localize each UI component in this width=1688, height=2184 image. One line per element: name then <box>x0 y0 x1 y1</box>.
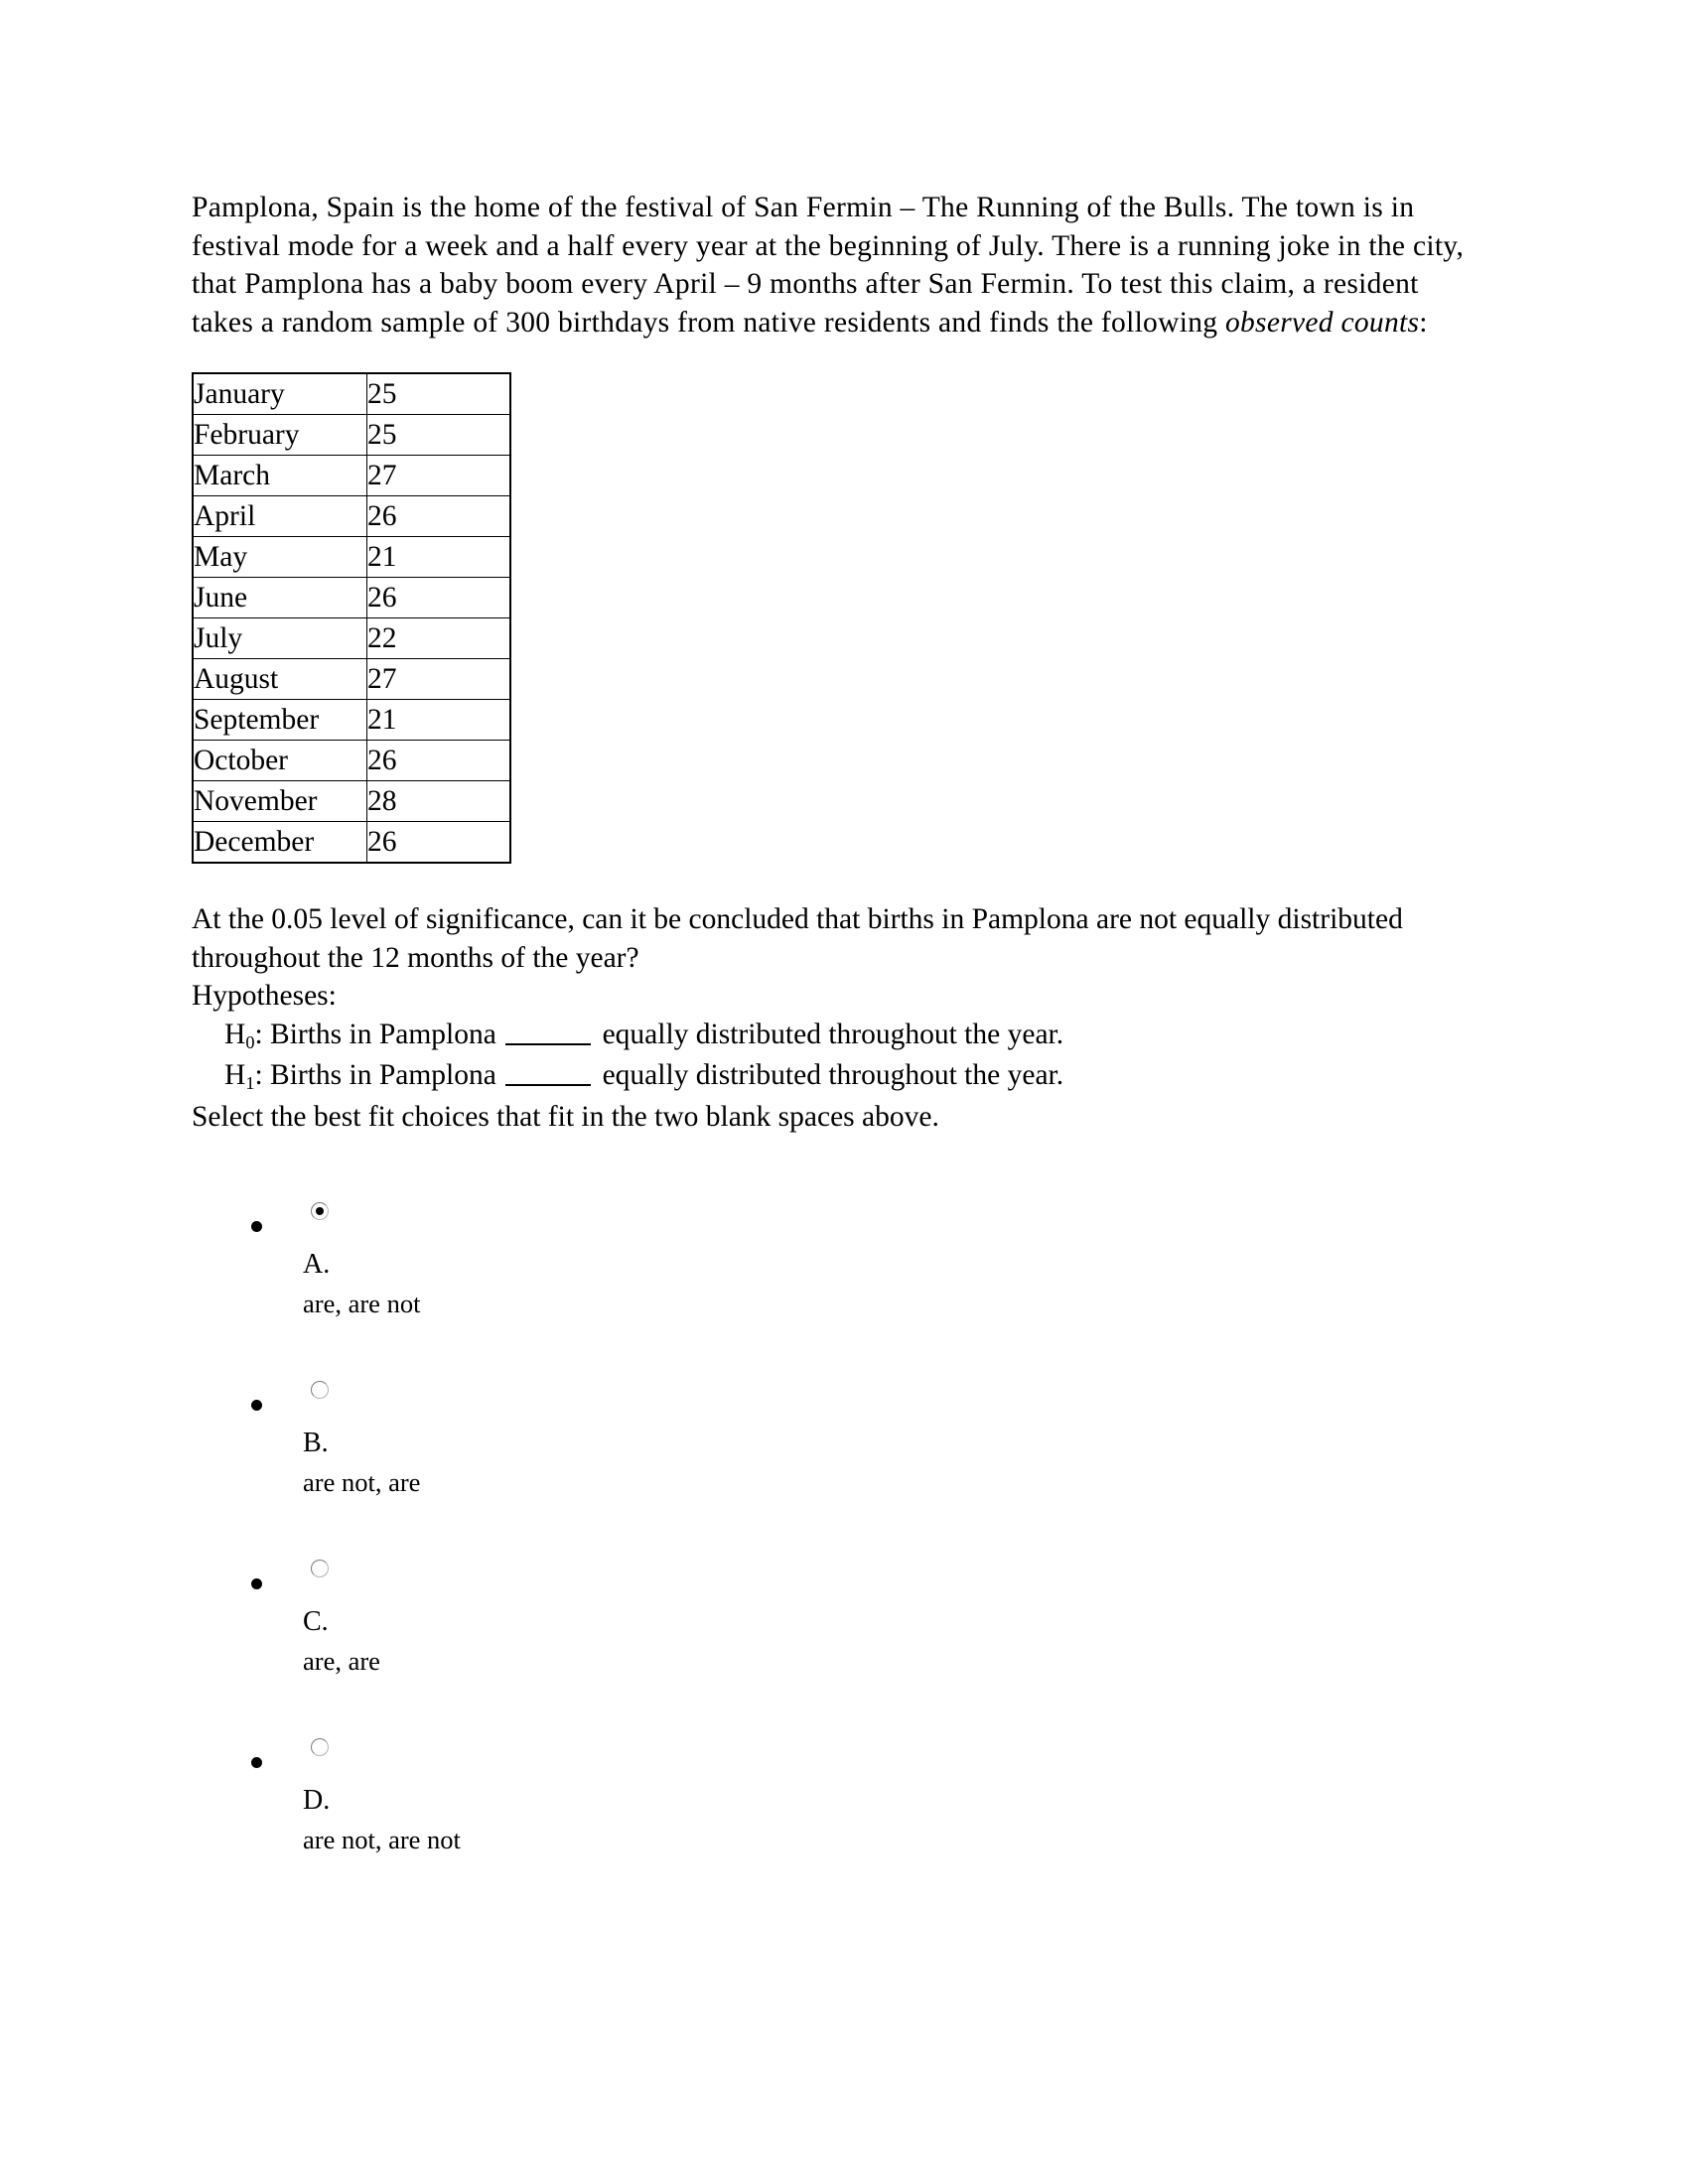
table-row <box>193 537 510 578</box>
answer-options-list <box>192 1161 1468 1876</box>
option-b-text: are not, are <box>303 1467 421 1497</box>
intro-paragraph <box>192 189 1468 341</box>
table-row <box>193 456 510 496</box>
table-row <box>193 822 510 864</box>
null-hypothesis-line <box>192 1016 1468 1057</box>
bullet-icon <box>251 1578 262 1589</box>
observed-counts-table <box>192 372 511 864</box>
section-spacer <box>192 864 1468 900</box>
intro-text-after-italic: : <box>1419 306 1428 339</box>
table-row <box>193 578 510 618</box>
h0-text-after-blank: equally distributed throughout the year. <box>595 1018 1064 1050</box>
option-d-text: are not, are not <box>303 1825 461 1854</box>
hypotheses-label: Hypotheses: <box>192 980 337 1012</box>
month-cell: October <box>193 741 367 781</box>
count-cell: 26 <box>367 741 511 781</box>
h1-text-after-blank: equally distributed throughout the year. <box>595 1059 1064 1091</box>
intro-text-before-italic: Pamplona, Spain is the home of the festival of San Fermin – The Running of the Bulls. The town is in festival mode for a week and a half every year at the beginning of July. There is a running joke in the city, that Pamplona has a baby boom every April – 9 months after San Fermin. To test this claim, a resident takes a random sample of 300 birthdays from native residents and finds the following <box>192 192 1465 339</box>
option-c-text: are, are <box>303 1646 380 1676</box>
observed-counts-table-wrapper <box>192 372 1468 864</box>
option-b-letter: B. <box>303 1428 329 1458</box>
selection-instruction: Select the best fit choices that fit in the two blank spaces above. <box>192 1100 939 1133</box>
h0-subscript: 0 <box>245 1031 255 1052</box>
option-a-text: are, are not <box>303 1289 421 1318</box>
option-a-letter: A. <box>303 1249 331 1280</box>
option-b[interactable] <box>192 1340 1468 1519</box>
count-cell: 26 <box>367 496 511 537</box>
month-cell: February <box>193 415 367 456</box>
month-cell: May <box>193 537 367 578</box>
count-cell: 25 <box>367 415 511 456</box>
option-c-letter: C. <box>303 1606 329 1637</box>
table-row <box>193 618 510 659</box>
count-cell: 21 <box>367 700 511 741</box>
month-cell: March <box>193 456 367 496</box>
radio-button-d[interactable] <box>311 1738 329 1756</box>
table-row <box>193 700 510 741</box>
count-cell: 26 <box>367 578 511 618</box>
document-content <box>192 189 1468 1876</box>
month-cell: September <box>193 700 367 741</box>
option-a[interactable] <box>192 1161 1468 1340</box>
option-c[interactable] <box>192 1519 1468 1698</box>
h1-symbol: H <box>224 1059 246 1091</box>
radio-button-b[interactable] <box>311 1381 329 1399</box>
question-prompt: At the 0.05 level of significance, can it be concluded that births in Pamplona are not equally distributed throughout the 12 months of the year? <box>192 903 1403 974</box>
month-cell: November <box>193 781 367 822</box>
month-cell: December <box>193 822 367 864</box>
h0-symbol: H <box>224 1018 246 1050</box>
bullet-icon <box>251 1221 262 1232</box>
bullet-icon <box>251 1757 262 1768</box>
h1-blank-field[interactable] <box>505 1060 591 1086</box>
h1-subscript: 1 <box>245 1073 255 1094</box>
count-cell: 27 <box>367 659 511 700</box>
h1-text-before-blank: : Births in Pamplona <box>254 1059 504 1091</box>
count-cell: 27 <box>367 456 511 496</box>
table-row <box>193 781 510 822</box>
option-d[interactable] <box>192 1698 1468 1876</box>
month-cell: July <box>193 618 367 659</box>
count-cell: 25 <box>367 373 511 415</box>
table-row <box>193 659 510 700</box>
intro-italic-phrase: observed counts <box>1224 306 1420 339</box>
h0-text-before-blank: : Births in Pamplona <box>254 1018 504 1050</box>
table-row <box>193 741 510 781</box>
table-row <box>193 373 510 415</box>
month-cell: August <box>193 659 367 700</box>
month-cell: June <box>193 578 367 618</box>
count-cell: 22 <box>367 618 511 659</box>
table-row <box>193 415 510 456</box>
option-d-letter: D. <box>303 1785 331 1816</box>
bullet-icon <box>251 1400 262 1411</box>
count-cell: 21 <box>367 537 511 578</box>
observed-counts-table-body <box>193 373 510 863</box>
month-cell: April <box>193 496 367 537</box>
table-row <box>193 496 510 537</box>
month-cell: January <box>193 373 367 415</box>
radio-button-a[interactable] <box>311 1202 329 1220</box>
radio-button-c[interactable] <box>311 1560 329 1577</box>
h0-blank-field[interactable] <box>505 1019 591 1044</box>
alternative-hypothesis-line <box>192 1056 1468 1098</box>
count-cell: 26 <box>367 822 511 864</box>
count-cell: 28 <box>367 781 511 822</box>
